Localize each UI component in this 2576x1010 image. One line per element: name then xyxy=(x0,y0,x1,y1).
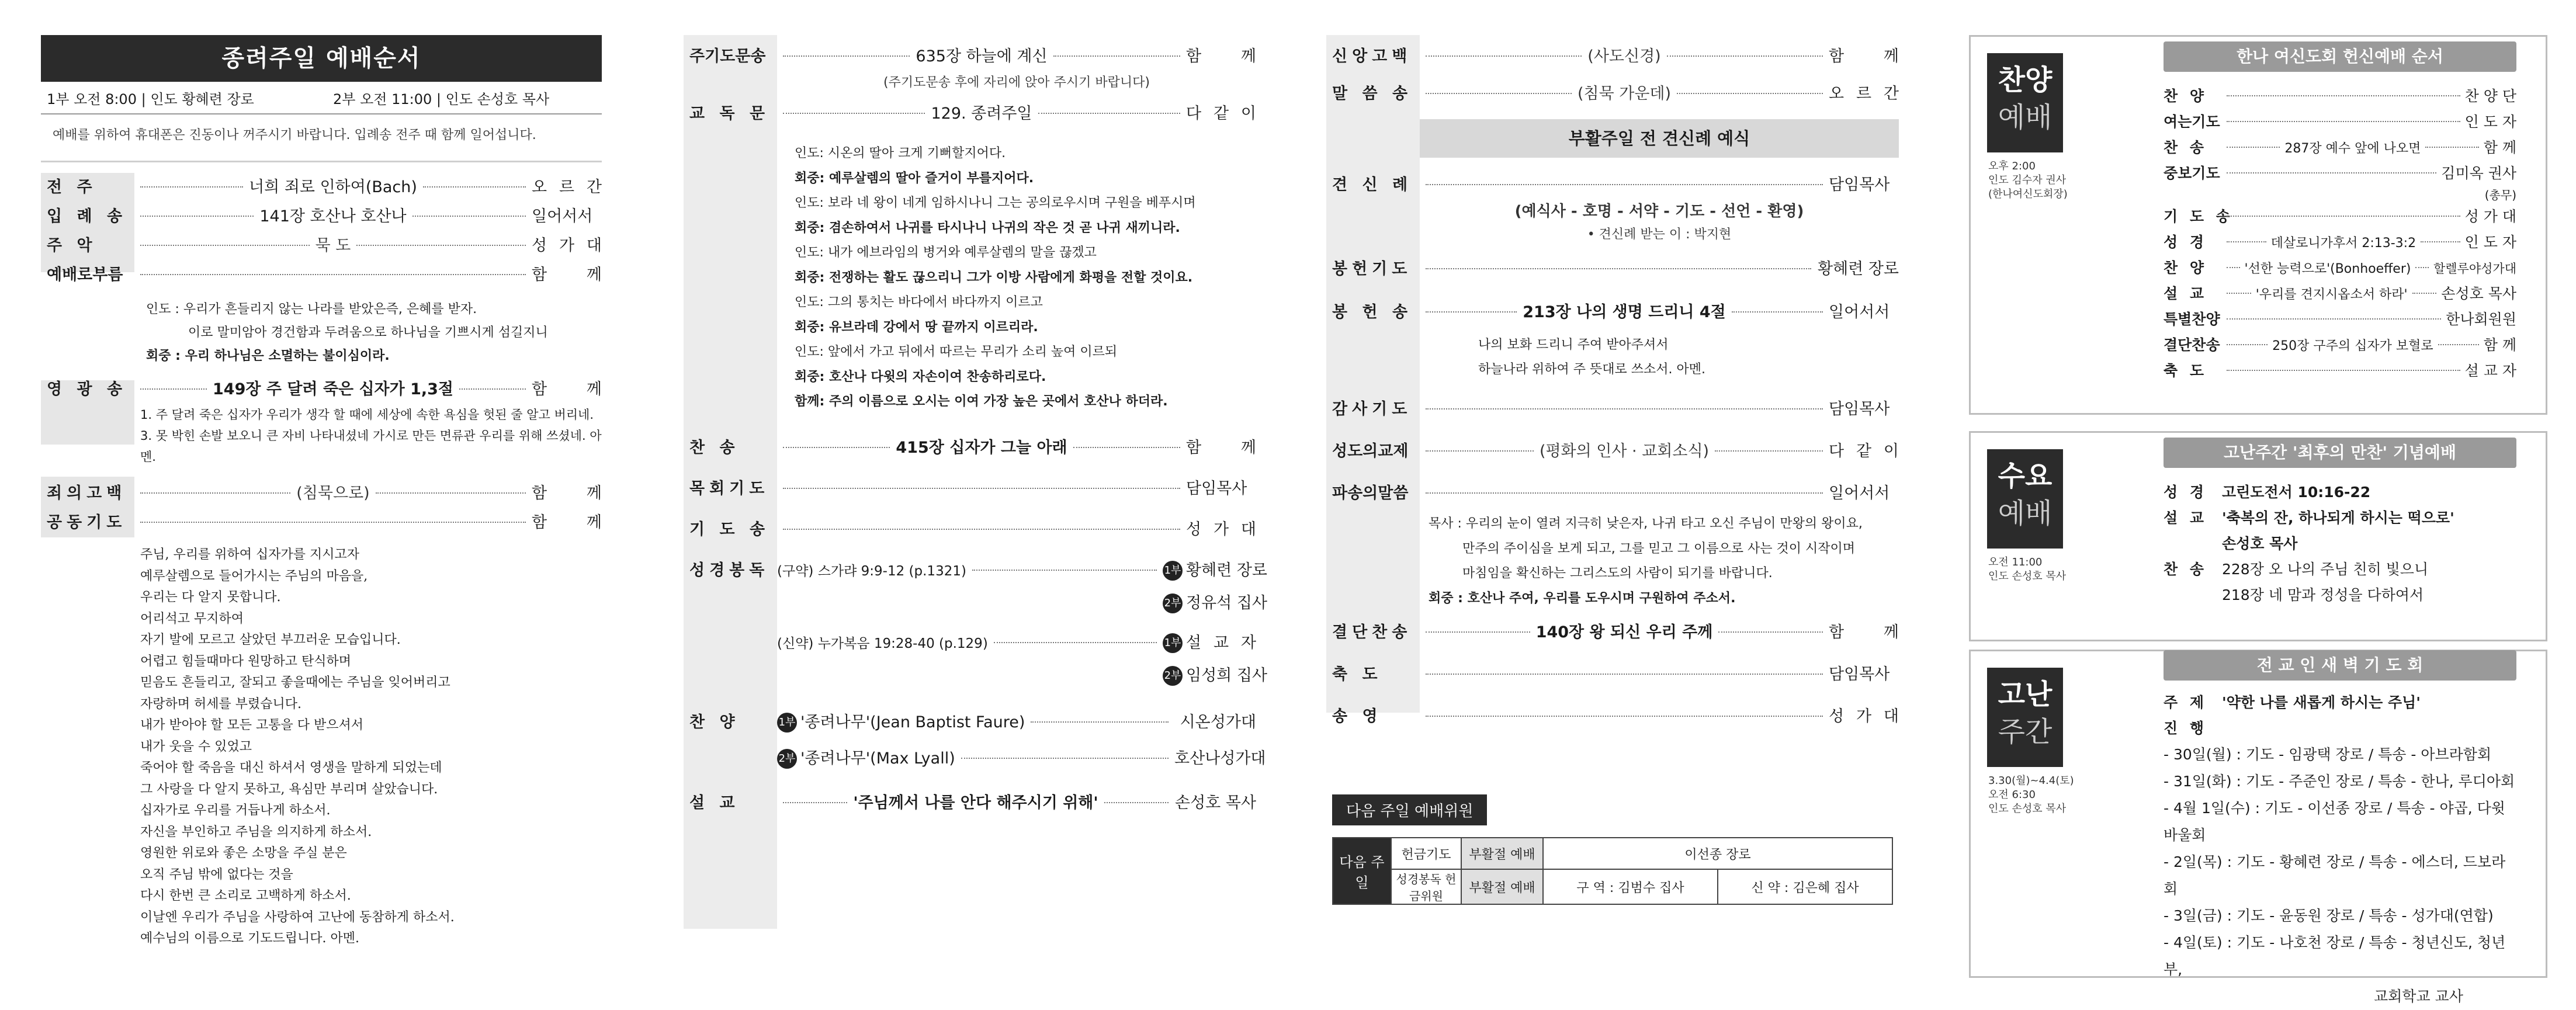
sending-line: 목사 : 우리의 눈이 열려 지극히 낮은자, 나귀 타고 오신 주님이 만왕의 왕이요, xyxy=(1429,516,1863,531)
next-week-label: 다음 주일 xyxy=(1333,838,1391,904)
order-row: 설 교 '축복의 잔, 하나되게 하시는 떡으로' xyxy=(2164,509,2454,526)
row-item: (침묵으로) xyxy=(296,484,370,502)
service-times xyxy=(41,82,602,114)
order-row xyxy=(1326,479,1899,508)
leader-dots xyxy=(140,274,526,275)
order-row xyxy=(684,515,1256,544)
row-leader: 담임목사 xyxy=(1829,665,1890,683)
prayer-line: 오직 주님 밖에 없다는 것을 xyxy=(140,867,293,882)
prayer-line: 내가 웃을 수 있었고 xyxy=(140,739,252,754)
row-leader: 함 께 xyxy=(1186,47,1257,65)
order-row: 설 교 '우리를 견지시옵소서 하라' 손성호 목사 xyxy=(2164,285,2516,302)
prayer-line: 자기 발에 모르고 살았던 부끄러운 모습입니다. xyxy=(140,633,401,647)
row-leader: 함 께 xyxy=(532,380,602,398)
prayer-line: 어렵고 힘들때마다 원망하고 탄식하며 xyxy=(140,654,352,669)
order-row: 축 도 설 교 자 xyxy=(2164,362,2516,379)
leader-dots xyxy=(961,758,1169,759)
leader-dots xyxy=(972,570,1157,571)
leader-dots xyxy=(1677,93,1823,94)
wednesday-order xyxy=(2164,480,2516,608)
confirmation-heading: 부활주일 전 견신례 예식 xyxy=(1420,119,1899,158)
order-row xyxy=(1326,79,1899,109)
resp-line: 회중: 전쟁하는 활도 끊으리니 그가 이방 사람에게 화평을 전할 것이요. xyxy=(795,270,1193,285)
order-row: 여는기도 인 도 자 xyxy=(2164,113,2516,130)
order-row: 진 행 xyxy=(2164,720,2208,737)
row-leader: 다 같 이 xyxy=(1829,442,1899,460)
row-leader: 일어서서 xyxy=(532,207,593,225)
leader-dots xyxy=(140,388,207,390)
order-row xyxy=(1326,42,1899,71)
order-row: 성 경 고린도전서 10:16-22 xyxy=(2164,484,2371,501)
service-tile: 고난 주간 xyxy=(1987,668,2063,767)
order-row xyxy=(684,42,1256,71)
order-row xyxy=(684,556,1267,585)
row-label: 말 씀 송 xyxy=(1332,85,1413,103)
order-row: 주 제 '약한 나를 새롭게 하시는 주님' xyxy=(2164,694,2421,711)
dawn-prayer-schedule xyxy=(2164,690,2516,1010)
order-row xyxy=(1326,618,1899,647)
table-cell: 구 역 : 김범수 집사 xyxy=(1543,869,1718,904)
service-note: 3.30(월)~4.4(토) 오전 6:30 인도 손성호 목사 xyxy=(1988,775,2074,815)
order-row xyxy=(684,708,1256,737)
leader-dots xyxy=(423,186,526,188)
leader-dots xyxy=(783,447,890,448)
leader-dots xyxy=(1104,802,1169,803)
row-leader: 담임목사 xyxy=(1186,479,1247,498)
row-label: 결단찬송 xyxy=(1332,623,1412,641)
row-label: 목회기도 xyxy=(689,479,769,498)
leader-dots xyxy=(1426,55,1582,57)
next-week-title: 다음 주일 예배위원 xyxy=(1332,794,1487,825)
order-row xyxy=(41,508,602,537)
leader-dots xyxy=(1715,450,1823,452)
worship-notice: 예배를 위하여 휴대폰은 진동이나 꺼주시기 바랍니다. 입례송 전주 때 함께 일어섭니다. xyxy=(41,114,602,162)
leader-dots xyxy=(1732,311,1823,313)
row-label: 죄의고백 xyxy=(47,484,127,502)
call-line: 회중 : 우리 하나님은 소멸하는 불이심이라. xyxy=(146,349,390,363)
row-label: 설 교 xyxy=(689,793,740,812)
row-item: (평화의 인사 · 교회소식) xyxy=(1539,442,1710,460)
order-row: 찬 송 287장 예수 앞에 나오면 함 께 xyxy=(2164,139,2516,156)
leader-dots xyxy=(140,245,310,246)
sending-line: 마침임을 확신하는 그리스도의 사람이 되기를 바랍니다. xyxy=(1462,566,1773,581)
prayer-line: 영원한 위로와 좋은 소망을 주실 분은 xyxy=(140,846,347,860)
resp-line: 회중: 유브라데 강에서 땅 끝까지 이르리라. xyxy=(795,320,1038,335)
order-row xyxy=(41,202,602,231)
row-label: 전 주 xyxy=(47,178,97,196)
row-leader: 함 께 xyxy=(1829,623,1899,641)
row-item: 635장 하늘에 계신 xyxy=(916,47,1048,65)
common-prayer xyxy=(41,544,602,950)
day-item: - 31일(화) : 기도 - 주준인 장로 / 특송 - 한나, 루디아회 xyxy=(2164,773,2515,790)
anthem-2-choir: 호산나성가대 xyxy=(1174,749,1266,768)
order-row xyxy=(41,375,602,404)
prayer-line: 우리는 다 알지 못합니다. xyxy=(140,590,281,605)
resp-line: 회중: 겸손하여서 나귀를 타시나니 나귀의 작은 것 곧 나귀 새끼니라. xyxy=(795,220,1180,235)
next-week-section xyxy=(1332,794,1893,905)
leader-dots xyxy=(459,388,526,390)
row-item: (침묵 가운데) xyxy=(1577,85,1672,103)
service-note: 오후 2:00 인도 김수자 권사 (한나여신도회장) xyxy=(1988,160,2068,200)
leader-dots xyxy=(376,492,526,494)
row-label: 파송의말씀 xyxy=(1332,484,1409,502)
reader-3: 설 교 자 xyxy=(1186,633,1256,652)
day-item: - 4월 1일(수) : 기도 - 이선종 장로 / 특송 - 야곱, 다윗바울회 xyxy=(2164,800,2505,844)
order-row: (총무) xyxy=(2484,188,2516,202)
leader-dots xyxy=(1426,450,1534,452)
order-row xyxy=(41,231,602,261)
order-list-3 xyxy=(1326,35,1899,731)
prayer-line: 자신을 부인하고 주님을 의지하게 하소서. xyxy=(140,824,372,839)
order-row xyxy=(684,433,1256,463)
prayer-line: 주님, 우리를 위하여 십자가를 지시고자 xyxy=(140,547,359,562)
order-row xyxy=(1326,171,1899,200)
leader-dots xyxy=(783,529,1180,530)
row-leader: 성 가 대 xyxy=(1829,707,1899,726)
creed-note: (주기도문송 후에 자리에 앉아 주시기 바랍니다) xyxy=(883,75,1150,90)
reader-1: 황혜련 장로 xyxy=(1186,561,1267,579)
passion-week-box xyxy=(1969,650,2547,1005)
day-item: 교회학교 교사 xyxy=(2374,988,2463,1005)
resp-line: 인도: 그의 통치는 바다에서 바다까지 이르고 xyxy=(795,295,1043,310)
leader-dots xyxy=(140,216,254,217)
row-item: 너희 죄로 인하여(Bach) xyxy=(249,178,417,196)
service-tile: 수요 예배 xyxy=(1987,449,2063,549)
responsive-reading xyxy=(684,141,1256,415)
table-cell: 성경봉독 헌금위원 xyxy=(1391,869,1461,904)
order-row xyxy=(1326,255,1899,284)
verse-line: 3. 못 박힌 손발 보오니 큰 자비 나타내셨네 가시로 만든 면류관 우리를 위해 쓰셨네. 아멘. xyxy=(140,429,602,464)
order-row: 찬 양 '선한 능력으로'(Bonhoeffer) 할렐루야성가대 xyxy=(2164,259,2516,276)
resp-line: 회중: 예루살렘의 딸아 즐거이 부를지어다. xyxy=(795,171,1034,186)
order-row xyxy=(684,629,1256,658)
resp-line: 인도: 내가 에브라임의 병거와 예루살렘의 말을 끊겠고 xyxy=(795,245,1097,260)
leader-dots xyxy=(140,186,243,188)
day-item: - 3일(금) : 기도 - 윤동원 장로 / 특송 - 성가대(연합) xyxy=(2164,907,2494,924)
row-item: 213장 나의 생명 드리니 4절 xyxy=(1523,303,1726,321)
leader-dots xyxy=(1073,447,1180,448)
resp-line: 인도: 보라 네 왕이 네게 임하시나니 그는 공의로우시며 구원을 베푸시며 xyxy=(795,196,1196,210)
leader-dots xyxy=(1426,716,1823,717)
prayer-line: 예루살렘으로 들어가시는 주님의 마음을, xyxy=(140,568,368,584)
confirmation-person: • 견신례 받는 이 : 박지현 xyxy=(1587,227,1732,242)
service-tile xyxy=(1987,53,2063,152)
leader-dots xyxy=(1667,55,1823,57)
order-row: 중보기도 김미옥 권사 xyxy=(2164,165,2516,182)
leader-dots xyxy=(1426,408,1823,409)
prayer-line: 어리석고 무지하여 xyxy=(140,611,244,626)
row-leader: 다 같 이 xyxy=(1186,105,1256,123)
order-list-2 xyxy=(684,35,1267,818)
row-label: 영 광 송 xyxy=(47,380,127,398)
sending-line: 만주의 주이심을 보게 되고, 그를 믿고 그 이름으로 사는 것이 시작이며 xyxy=(1462,541,1855,556)
order-row xyxy=(684,474,1256,504)
row-leader: 황혜련 장로 xyxy=(1818,260,1899,278)
offering-lyrics xyxy=(1326,333,1899,382)
order-row: 기 도 송 성 가 대 xyxy=(2164,208,2516,225)
sending-line: 회중 : 호산나 주여, 우리를 도우시며 구원하여 주소서. xyxy=(1429,591,1736,606)
resp-line: 인도: 앞에서 가고 뒤에서 따르는 무리가 소리 높여 이르되 xyxy=(795,345,1118,359)
row-item: (사도신경) xyxy=(1587,47,1661,65)
leader-dots xyxy=(1038,113,1180,114)
scripture-nt: (신약) 누가복음 19:28-40 (p.129) xyxy=(777,636,988,651)
row-item: 129. 종려주일 xyxy=(931,105,1032,123)
leader-dots xyxy=(1718,631,1823,633)
prayer-line: 다시 한번 큰 소리로 고백하게 하소서. xyxy=(140,888,351,903)
leader-dots xyxy=(356,245,526,246)
reader-2: 정유석 집사 xyxy=(1186,593,1267,612)
leader-dots xyxy=(1426,93,1572,94)
leader-dots xyxy=(783,113,925,114)
order-row xyxy=(41,261,602,290)
order-row xyxy=(1326,702,1899,731)
row-label: 예배로부름 xyxy=(47,266,123,284)
table-cell: 헌금기도 xyxy=(1391,838,1461,869)
tile-line: 찬양 xyxy=(1998,64,2053,96)
leader-dots xyxy=(1426,311,1517,313)
scripture-ot: (구약) 스가랴 9:9-12 (p.1321) xyxy=(777,563,966,579)
table-cell: 부활절 예배 xyxy=(1461,869,1543,904)
prayer-line: 그 사랑을 다 알지 못하고, 욕심만 부리며 살았습니다. xyxy=(140,782,438,797)
order-row xyxy=(684,661,1267,690)
order-row: 성 경 데살로니가후서 2:13-3:2 인 도 자 xyxy=(2164,234,2516,251)
leader-dots xyxy=(783,55,910,57)
row-leader: 오 르 간 xyxy=(1829,85,1899,103)
order-row: 손성호 목사 xyxy=(2222,535,2298,552)
reader-4: 임성희 집사 xyxy=(1186,666,1267,685)
row-item: 묵 도 xyxy=(315,237,351,255)
order-row xyxy=(684,744,1266,773)
preacher: 손성호 목사 xyxy=(1175,793,1256,812)
row-label: 주 악 xyxy=(47,237,97,255)
leader-dots xyxy=(1426,631,1530,633)
prayer-line: 예수님의 이름으로 기도드립니다. 아멘. xyxy=(140,931,359,946)
order-row: 찬 송 228장 오 나의 주님 친히 빛으니 xyxy=(2164,561,2429,578)
leader-dots xyxy=(783,802,847,803)
order-row xyxy=(1326,395,1899,424)
row-label: 교 독 문 xyxy=(689,105,770,123)
order-list xyxy=(41,173,602,950)
row-label: 주기도문송 xyxy=(689,47,766,65)
call-to-worship xyxy=(41,298,602,368)
womens-dedication-box xyxy=(1969,35,2547,415)
order-row xyxy=(684,789,1256,818)
row-leader: 함 께 xyxy=(532,513,602,532)
table-cell: 부활절 예배 xyxy=(1461,838,1543,869)
second-service: 2부 오전 11:00 | 인도 손성호 목사 xyxy=(333,91,550,107)
day-item: - 4일(토) : 기도 - 나호천 장로 / 특송 - 청년신도, 청년부, xyxy=(2164,934,2506,978)
order-row xyxy=(1326,298,1899,327)
prayer-line: 믿음도 흔들리고, 잘되고 좋을때에는 주님을 잊어버리고 xyxy=(140,675,450,690)
row-label: 봉헌기도 xyxy=(1332,260,1412,278)
leader-dots xyxy=(1031,721,1169,723)
day-item: - 30일(월) : 기도 - 임광택 장로 / 특송 - 아브라함회 xyxy=(2164,746,2492,763)
reader-badge: 2부 xyxy=(1163,661,1186,690)
service-note: 오전 11:00 인도 손성호 목사 xyxy=(1988,556,2067,582)
order-continued-panel xyxy=(684,35,1267,818)
anthem-1-choir: 시온성가대 xyxy=(1180,713,1256,731)
row-label: 견 신 례 xyxy=(1332,176,1413,194)
row-leader: 담임목사 xyxy=(1829,400,1890,418)
order-row xyxy=(684,589,1267,618)
resp-line: 인도: 시온의 딸아 크게 기뻐할지어다. xyxy=(795,146,1006,161)
reader-badge: 2부 xyxy=(1163,589,1186,618)
lyric-line: 나의 보화 드리니 주여 받아주셔서 xyxy=(1478,338,1669,352)
next-week-table xyxy=(1332,837,1893,905)
row-label: 기 도 송 xyxy=(689,520,770,539)
verse-line: 1. 주 달려 죽은 십자가 우리가 생각 할 때에 세상에 속한 욕심을 헛된 줄 알고 버리네. xyxy=(140,408,594,422)
row-leader: 일어서서 xyxy=(1829,303,1890,321)
order-row: 특별찬양 한나회원원 xyxy=(2164,311,2516,328)
row-label: 봉 헌 송 xyxy=(1332,303,1413,321)
box-heading: 전 교 인 새 벽 기 도 회 xyxy=(2164,650,2516,681)
row-leader: 함 께 xyxy=(1829,47,1899,65)
row-label: 송 영 xyxy=(1332,707,1382,726)
anthem-1: 1부 '종려나무'(Jean Baptist Faure) xyxy=(777,708,1025,737)
leader-dots xyxy=(1426,492,1823,494)
leader-dots xyxy=(783,488,1180,489)
leader-dots xyxy=(1426,268,1811,269)
first-service: 1부 오전 8:00 | 인도 황혜련 장로 xyxy=(47,91,254,107)
confirmation-steps: (예식사 - 호명 - 서약 - 기도 - 선언 - 환영) xyxy=(1514,203,1804,220)
order-row xyxy=(1326,437,1899,466)
lyric-line: 하늘나라 위하여 주 뜻대로 쓰소서. 아멘. xyxy=(1478,362,1705,377)
order-row: 218장 네 맘과 정성을 다하여서 xyxy=(2222,586,2424,603)
prayer-line: 자랑하며 허세를 부렸습니다. xyxy=(140,696,302,711)
order-row xyxy=(684,99,1256,129)
reader-badge: 1부 xyxy=(1163,556,1186,585)
confirmation-panel xyxy=(1326,35,1899,903)
order-of-worship-panel xyxy=(41,35,602,950)
row-label: 감사기도 xyxy=(1332,400,1412,418)
row-leader: 함 께 xyxy=(1186,438,1256,457)
row-label: 신앙고백 xyxy=(1332,47,1412,65)
order-row: 결단찬송 250장 구주의 십자가 보혈로 함 께 xyxy=(2164,336,2516,353)
row-leader: 성 가 대 xyxy=(532,237,602,255)
box-heading: 고난주간 '최후의 만찬' 기념예배 xyxy=(2164,438,2516,468)
resp-line: 함께: 주의 이름으로 오시는 이여 가장 높은 곳에서 호산나 하더라. xyxy=(795,394,1168,409)
call-line: 인도 : 우리가 흔들리지 않는 나라를 받았은즉, 은혜를 받자. xyxy=(146,302,477,317)
table-cell: 신 약 : 김은혜 집사 xyxy=(1718,869,1892,904)
leader-dots xyxy=(412,216,526,217)
order-row xyxy=(1326,660,1899,689)
page-title: 종려주일 예배순서 xyxy=(41,35,602,82)
leader-dots xyxy=(1053,55,1180,57)
day-item: - 2일(목) : 기도 - 황혜련 장로 / 특송 - 에스더, 드보라회 xyxy=(2164,853,2506,897)
row-label: 입 례 송 xyxy=(47,207,127,225)
row-item: 141장 호산나 호산나 xyxy=(259,207,407,225)
row-label: 찬 송 xyxy=(689,438,740,457)
resp-line: 회중: 호산나 다윗의 자손이여 찬송하리로다. xyxy=(795,369,1046,384)
table-cell: 이선종 장로 xyxy=(1543,838,1892,869)
row-label: 성경봉독 xyxy=(689,561,769,579)
prayer-line: 십자가로 우리를 거듭나게 하소서. xyxy=(140,803,331,818)
call-line: 이로 말미암아 경건함과 두려움으로 하나님을 기쁘시게 섬길지니 xyxy=(188,325,548,340)
sermon-title: '주님께서 나를 안다 해주시기 위해' xyxy=(853,793,1098,812)
row-label: 찬 양 xyxy=(689,713,740,731)
weekday-services-panel xyxy=(1969,35,2547,1005)
row-item: 415장 십자가 그늘 아래 xyxy=(896,438,1067,457)
sending-words xyxy=(1326,512,1899,611)
row-item: 149장 주 달려 죽은 십자가 1,3절 xyxy=(213,380,454,398)
leader-dots xyxy=(994,642,1157,643)
reader-badge: 1부 xyxy=(1163,629,1186,658)
leader-dots xyxy=(140,492,290,494)
prayer-line: 내가 받아야 할 모든 고통을 다 받으셔서 xyxy=(140,718,363,733)
leader-dots xyxy=(1426,674,1823,675)
anthem-2: 2부 '종려나무'(Max Lyall) xyxy=(777,744,955,773)
row-leader: 함 께 xyxy=(532,266,602,284)
wednesday-service-box xyxy=(1969,431,2547,641)
prayer-line: 이날엔 우리가 주님을 사랑하여 고난에 동참하게 하소서. xyxy=(140,910,455,925)
row-leader: 담임목사 xyxy=(1829,176,1890,194)
row-leader: 성 가 대 xyxy=(1186,520,1256,539)
row-leader: 일어서서 xyxy=(1829,484,1890,502)
womens-order xyxy=(2164,84,2516,384)
leader-dots xyxy=(1426,184,1823,185)
row-label: 축 도 xyxy=(1332,665,1382,683)
day-list xyxy=(2164,741,2516,1010)
leader-dots xyxy=(140,522,526,523)
box-heading: 한나 여신도회 헌신예배 순서 xyxy=(2164,41,2516,72)
row-label: 공동기도 xyxy=(47,513,127,532)
order-row xyxy=(41,479,602,508)
prayer-line: 죽어야 할 죽음을 대신 하셔서 영생을 말하게 되었는데 xyxy=(140,761,442,775)
order-row: 찬 양 찬 양 단 xyxy=(2164,88,2516,105)
order-row xyxy=(41,173,602,202)
row-leader: 오 르 간 xyxy=(532,178,602,196)
row-label: 성도의교제 xyxy=(1332,442,1409,460)
row-item: 140장 왕 되신 우리 주께 xyxy=(1535,623,1713,641)
tile-line: 예배 xyxy=(1998,101,2053,134)
row-leader: 함 께 xyxy=(532,484,602,502)
